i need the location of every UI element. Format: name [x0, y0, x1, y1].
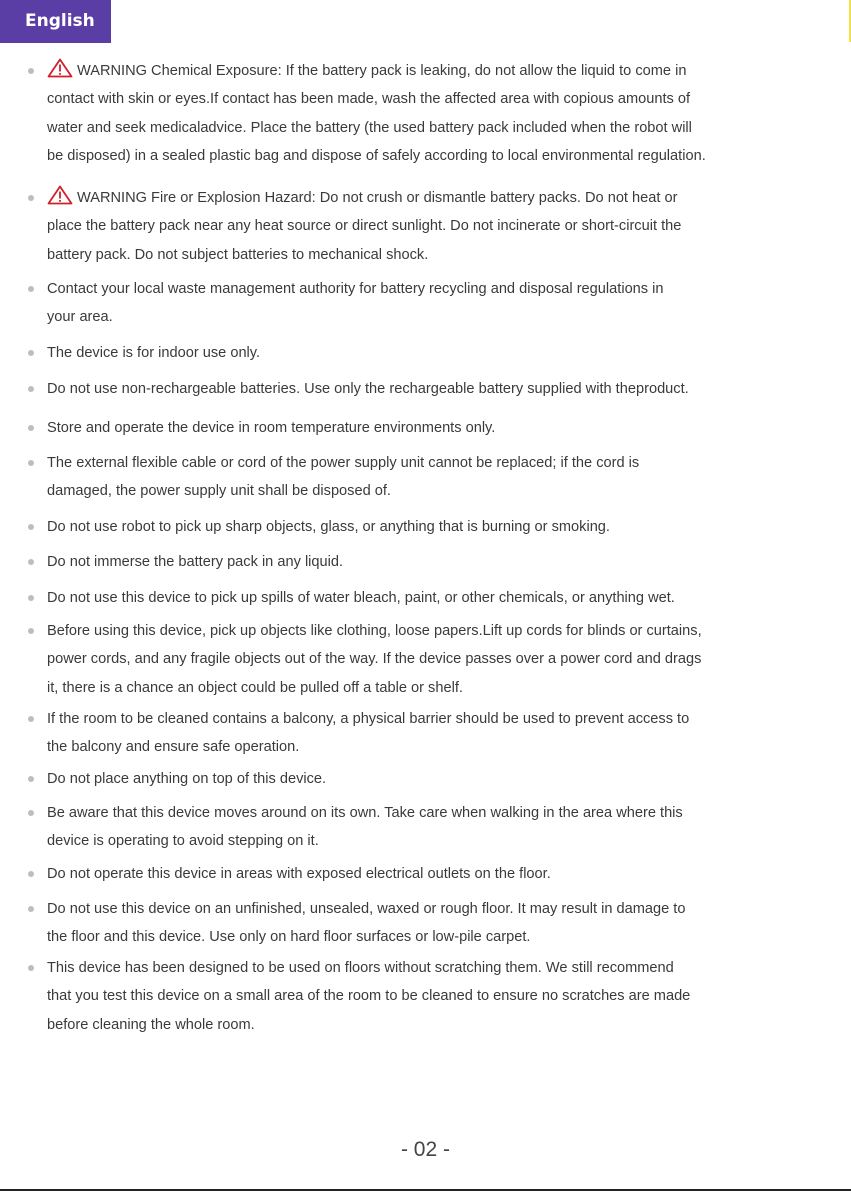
- list-item: [47, 954, 807, 1039]
- text-line: damaged, the power supply unit shall be disposed of.: [47, 483, 391, 500]
- language-tab: English: [0, 0, 111, 43]
- page-number: - 02 -: [400, 1138, 450, 1161]
- text-line: that you test this device on a small area of the room to be cleaned to ensure no scratches are made: [47, 988, 691, 1005]
- list-item-chemical-warning: [47, 57, 807, 170]
- text-line: Store and operate the device in room temperature environments only.: [47, 420, 496, 436]
- list-item: [47, 548, 807, 576]
- list-item: [47, 895, 807, 952]
- text-line: Contact your local waste management authority for battery recycling and disposal regulations in: [47, 281, 664, 297]
- text-line: the balcony and ensure safe operation.: [47, 739, 300, 756]
- text-line: Do not immerse the battery pack in any liquid.: [47, 554, 344, 570]
- text-line: before cleaning the whole room.: [47, 1016, 255, 1033]
- text-line: The device is for indoor use only.: [47, 345, 261, 361]
- text-line: your area.: [47, 309, 113, 326]
- list-item: [47, 617, 807, 702]
- list-item: [47, 765, 807, 793]
- text-line: water and seek medicaladvice. Place the battery (the used battery pack included when the robot will: [47, 119, 692, 136]
- text-line: place the battery pack near any heat source or direct sunlight. Do not incinerate or short-circuit the: [47, 218, 682, 235]
- list-item: [47, 584, 807, 612]
- warning-triangle-icon: [47, 58, 73, 78]
- text-line: power cords, and any fragile objects out of the way. If the device passes over a power cord and drags: [47, 651, 702, 668]
- text-line: Do not use non-rechargeable batteries. Use only the rechargeable battery supplied with theproduct.: [47, 381, 689, 397]
- footer-divider: [0, 1189, 851, 1191]
- list-item: [47, 275, 807, 332]
- text-line: WARNING Fire or Explosion Hazard: Do not crush or dismantle battery packs. Do not heat or: [47, 184, 807, 212]
- text-line: the floor and this device. Use only on hard floor surfaces or low-pile carpet.: [47, 929, 531, 946]
- list-item: [47, 375, 807, 403]
- text-line: contact with skin or eyes.If contact has been made, wash the affected area with copious amounts of: [47, 91, 691, 108]
- list-item: [47, 449, 807, 506]
- text-line: device is operating to avoid stepping on it.: [47, 833, 319, 850]
- list-item: [47, 705, 807, 762]
- list-item: [47, 860, 807, 888]
- list-item: [47, 799, 807, 856]
- text-line: Do not use this device to pick up spills of water bleach, paint, or other chemicals, or anything wet.: [47, 590, 675, 606]
- text-line: Be aware that this device moves around on its own. Take care when walking in the area where this: [47, 805, 683, 821]
- text-line: Do not use this device on an unfinished, unsealed, waxed or rough floor. It may result in damage to: [47, 901, 686, 917]
- text-line: Do not operate this device in areas with exposed electrical outlets on the floor.: [47, 866, 551, 882]
- list-item: [47, 513, 807, 541]
- text-line: If the room to be cleaned contains a balcony, a physical barrier should be used to prevent access to: [47, 711, 690, 727]
- text-line: Do not place anything on top of this device.: [47, 771, 327, 787]
- list-item: [47, 414, 807, 442]
- text-line: This device has been designed to be used on floors without scratching them. We still recommend: [47, 960, 674, 976]
- text-line: Before using this device, pick up objects like clothing, loose papers.Lift up cords for blinds or curtains,: [47, 623, 702, 639]
- list-item-fire-warning: [47, 184, 807, 269]
- text-line: be disposed) in a sealed plastic bag and dispose of safely according to local environmental regulation.: [47, 147, 706, 164]
- warning-triangle-icon: [47, 185, 73, 205]
- text-line: battery pack. Do not subject batteries to mechanical shock.: [47, 246, 429, 263]
- list-item: [47, 339, 807, 367]
- text-line: Do not use robot to pick up sharp objects, glass, or anything that is burning or smoking.: [47, 519, 610, 535]
- text-line: WARNING Chemical Exposure: If the battery pack is leaking, do not allow the liquid to come in: [47, 57, 807, 85]
- text-line: The external flexible cable or cord of the power supply unit cannot be replaced; if the cord is: [47, 455, 640, 471]
- text-line: it, there is a chance an object could be pulled off a table or shelf.: [47, 679, 463, 696]
